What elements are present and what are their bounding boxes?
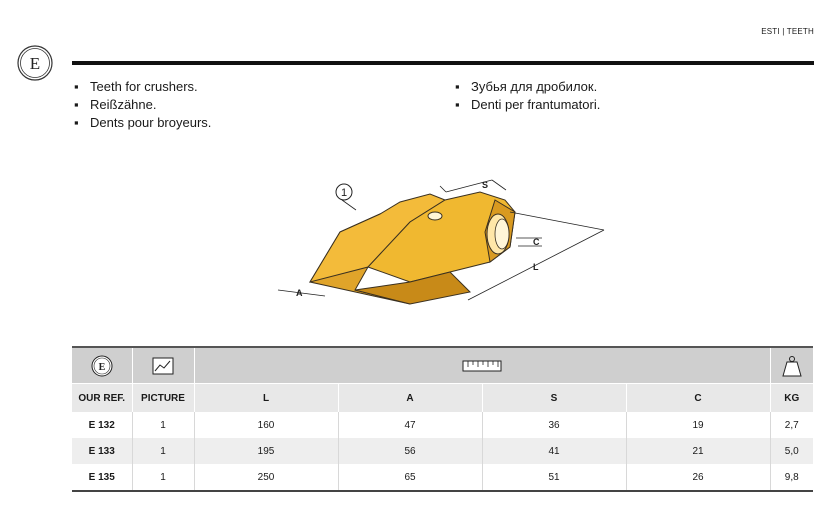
cell-s: 41 [482, 438, 626, 464]
catalog-logo-icon [16, 44, 54, 82]
col-header-s: S [482, 384, 626, 413]
tooth-drawing [270, 172, 610, 312]
header-rule [72, 61, 814, 65]
cell-l: 160 [194, 412, 338, 438]
cell-c: 19 [626, 412, 770, 438]
cell-picture: 1 [132, 464, 194, 491]
ruler-icon [462, 360, 502, 372]
dim-label-l: L [533, 262, 539, 272]
col-header-c: C [626, 384, 770, 413]
col-header-l: L [194, 384, 338, 413]
cell-l: 195 [194, 438, 338, 464]
weight-icon [782, 355, 802, 377]
header-picture-cell [132, 347, 194, 384]
col-header-a: A [338, 384, 482, 413]
header-dimensions-cell [194, 347, 770, 384]
cell-s: 36 [482, 412, 626, 438]
cell-l: 250 [194, 464, 338, 491]
cell-ref: E 133 [72, 438, 132, 464]
svg-text:E: E [98, 361, 106, 373]
bullet-item: ▪ Reißzähne. [74, 96, 211, 114]
cell-s: 51 [482, 464, 626, 491]
cell-kg: 9,8 [770, 464, 813, 491]
tooth-body [310, 192, 515, 304]
bullet-item: ▪ Denti per frantumatori. [455, 96, 600, 114]
cell-ref: E 135 [72, 464, 132, 491]
dim-label-c: C [533, 237, 540, 247]
header-weight-cell [770, 347, 813, 384]
cell-c: 21 [626, 438, 770, 464]
logo-letter: E [29, 54, 41, 73]
table-row [72, 438, 813, 464]
col-header-kg: KG [770, 384, 813, 413]
dim-label-a: A [296, 288, 303, 298]
cell-kg: 5,0 [770, 438, 813, 464]
col-header-ref: OUR REF. [72, 384, 132, 413]
col-header-picture: PICTURE [132, 384, 194, 413]
section-tag: ESTI | TEETH [761, 27, 814, 36]
callout-number: 1 [340, 187, 348, 199]
bullet-item: ▪ Зубья для дробилок. [455, 78, 600, 96]
dim-label-s: S [482, 180, 489, 190]
spec-table [72, 346, 813, 492]
cell-kg: 2,7 [770, 412, 813, 438]
cell-a: 56 [338, 438, 482, 464]
bullet-list-right [455, 78, 600, 114]
bullet-item: ▪ Dents pour broyeurs. [74, 114, 211, 132]
cell-a: 47 [338, 412, 482, 438]
cell-picture: 1 [132, 438, 194, 464]
picture-icon [152, 357, 174, 375]
table-row [72, 464, 813, 491]
logo-icon [91, 355, 113, 377]
cell-c: 26 [626, 464, 770, 491]
table-row [72, 412, 813, 438]
cell-ref: E 132 [88, 419, 115, 431]
bullet-list-left [74, 78, 211, 132]
header-logo-cell [72, 347, 132, 384]
cell-picture: 1 [132, 412, 194, 438]
cell-a: 65 [338, 464, 482, 491]
bullet-item: ▪ Teeth for crushers. [74, 78, 211, 96]
